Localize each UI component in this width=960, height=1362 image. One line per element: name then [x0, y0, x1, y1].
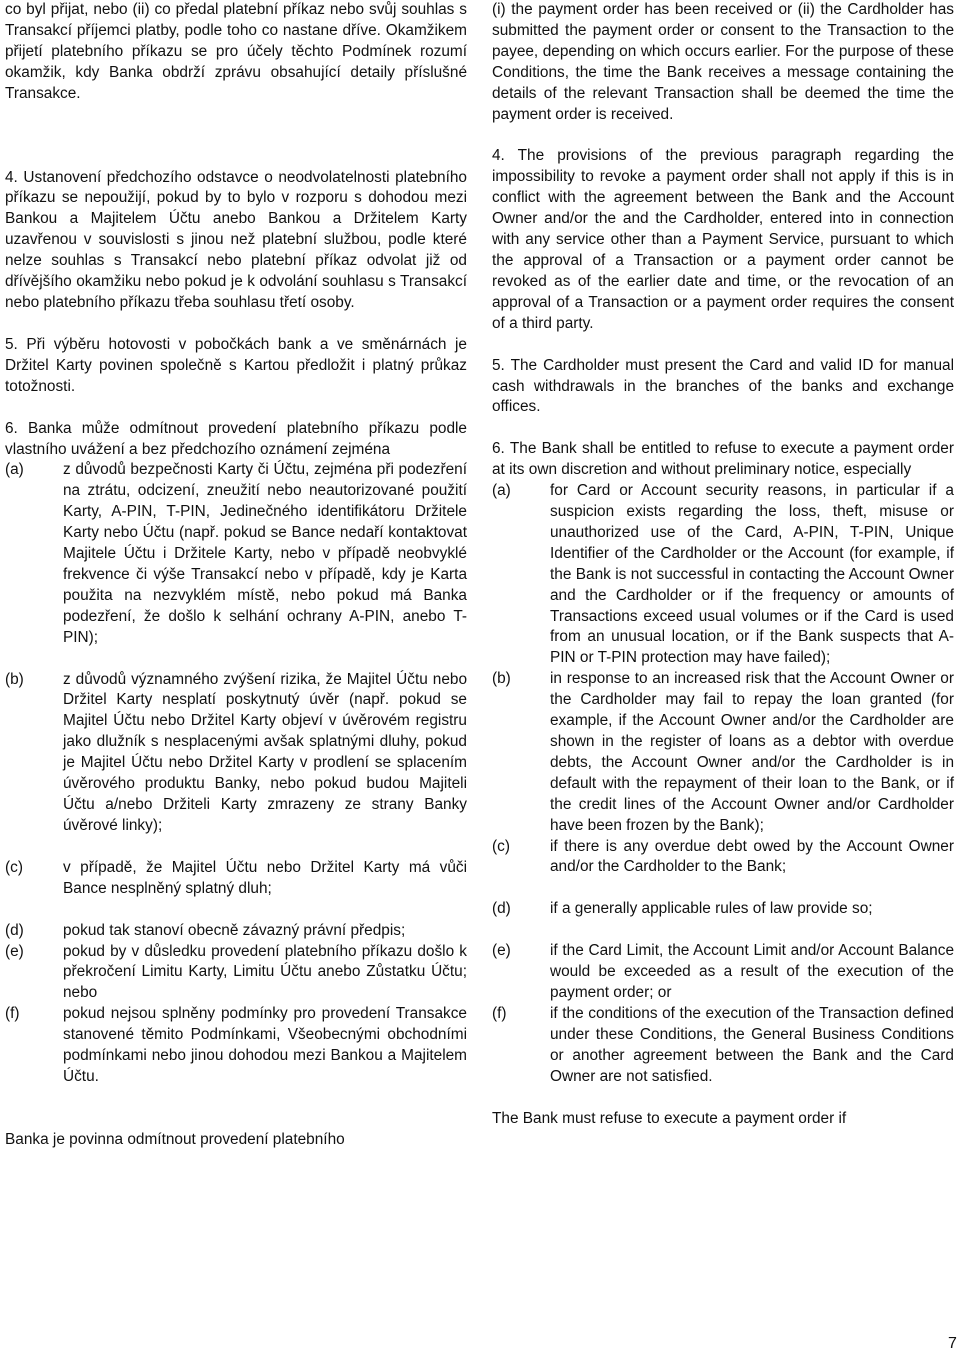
- cz-item-text: pokud tak stanoví obecně závazný právní předpis;: [63, 921, 406, 939]
- en-list-item-f: [492, 1004, 954, 1088]
- english-column: [492, 0, 954, 1130]
- en-item-text: if the Card Limit, the Account Limit and/or Account Balance would be exceeded as a result of the execution of the payment order; or: [550, 942, 954, 1002]
- en-list-item-b: [492, 669, 954, 836]
- cz-paragraph-6: 6. Banka může odmítnout provedení platebního příkazu podle vlastního uvážení a bez předchozího oznámení zejména: [5, 419, 467, 458]
- en-last-paragraph: The Bank must refuse to execute a payment order if: [492, 1109, 847, 1127]
- cz-item-text: z důvodů bezpečnosti Karty či Účtu, zejména při podezření na ztrátu, odcizení, zneužití nebo neautorizované použití Karty, A-PIN, T-PIN, Jedinečného identifikátoru Držitele Karty nebo Účtu (např. pokud se Bance nedaří kontaktovat Majitele Účtu i Držitele Karty, nebo v případě neobvyklé frekvence či výše Transakcí nebo v případě, kdy je Karta použita na nezvyklém místě, nebo pokud má Banka podezření, že došlo k selhání ochrany A-PIN, anebo T-PIN);: [63, 461, 467, 646]
- cz-item-text: z důvodů významného zvýšení rizika, že Majitel Účtu nebo Držitel Karty nesplatí poskytnutý úvěr (např. pokud se Majitel Účtu nebo Držitel Karty objeví v úvěrovém registru jako dlužník s nesplacenými avšak splatnými dluhy, pokud je Majitel Účtu nebo Držitel Karty v prodlení se splacením úvěrového produktu Banky, nebo pokud budou Majiteli Účtu a/nebo Držiteli Karty zmrazeny ze strany Banky úvěrové linky);: [63, 670, 467, 834]
- cz-list-item-f: [5, 1004, 467, 1088]
- en-item-label: (a): [492, 482, 511, 500]
- en-item-label: (d): [492, 900, 511, 918]
- cz-intro-paragraph: co byl přijat, nebo (ii) co předal platební příkaz nebo svůj souhlas s Transakcí příjemci platby, podle toho co nastane dříve. Okamžikem přijetí platebního příkazu se pro účely těchto Podmínek rozumí okamžik, kdy Banka obdrží zprávu obsahující detaily příslušné Transakce.: [5, 1, 467, 102]
- en-list-item-d: [492, 899, 954, 920]
- cz-list-item-d: [5, 921, 467, 942]
- en-item-text: for Card or Account security reasons, in particular if a suspicion exists regarding the loss, theft, misuse or unauthorized use of the Card, A-PIN, T-PIN, Unique Identifier of the Cardholder or the Account (for example, if the Bank is not successful in contacting the Account Owner and the Cardholder or if the frequency or amounts of Transactions exceed usual volumes or if the Card is used from an unusual location, or if the Bank suspects that A-PIN or T-PIN protection may have failed);: [550, 482, 954, 667]
- cz-item-text: v případě, že Majitel Účtu nebo Držitel Karty má vůči Bance nesplněný splatný dluh;: [63, 858, 467, 897]
- cz-item-text: pokud nejsou splněny podmínky pro provedení Transakce stanovené těmito Podmínkami, Všeobecnými obchodními podmínkami nebo jinou dohodou mezi Bankou a Majitelem Účtu.: [63, 1005, 467, 1085]
- cz-paragraph-4: 4. Ustanovení předchozího odstavce o neodvolatelnosti platebního příkazu se nepoužijí, pokud by to bylo v rozporu s dohodou mezi Bankou a Majitelem Účtu anebo Bankou a Držitelem Karty uzavřenou v souvislosti s jinou než platební službou, podle které nelze souhlas s Transakcí nebo platební příkaz odvolat již od dřívějšího okamžiku nebo pokud je k odvolání souhlasu s Transakcí nebo platebního příkazu třeba souhlasu třetí osoby.: [5, 168, 467, 311]
- en-item-label: (b): [492, 670, 511, 688]
- cz-last-paragraph: Banka je povinna odmítnout provedení platebního: [5, 1130, 345, 1148]
- cz-item-label: (d): [5, 921, 24, 939]
- czech-column: [5, 0, 467, 1151]
- cz-item-label: (e): [5, 942, 24, 960]
- en-list-item-c: [492, 837, 954, 879]
- cz-item-label: (f): [5, 1005, 20, 1023]
- cz-paragraph-5: 5. Při výběru hotovosti v pobočkách bank a ve směnárnách je Držitel Karty povinen společně s Kartou předložit i platný průkaz totožnosti.: [5, 335, 467, 395]
- cz-list-item-a: [5, 460, 467, 648]
- en-list-item-e: [492, 941, 954, 1004]
- page-number: 7: [948, 1335, 957, 1352]
- en-intro-paragraph: (i) the payment order has been received or (ii) the Cardholder has submitted the payment order or consent to the Transaction to the payee, depending on which occurs earlier. For the purpose of these Conditions, the time the Bank receives a message containing the details of the relevant Transaction shall be deemed the time the payment order is received.: [492, 1, 954, 123]
- cz-list-item-b: [5, 670, 467, 837]
- en-item-text: if there is any overdue debt owed by the Account Owner and/or the Cardholder to the Bank;: [550, 837, 954, 876]
- cz-list-item-e: [5, 942, 467, 1005]
- cz-item-label: (c): [5, 858, 23, 876]
- en-paragraph-5: 5. The Cardholder must present the Card and valid ID for manual cash withdrawals in the branches of the banks and exchange offices.: [492, 356, 954, 416]
- cz-item-label: (b): [5, 670, 24, 688]
- en-item-label: (c): [492, 837, 510, 855]
- en-item-text: in response to an increased risk that the Account Owner or the Cardholder may fail to repay the loan granted (for example, if the Account Owner and/or the Cardholder are shown in the register of loans as a debtor with overdue debts, the Account Owner and/or the Cardholder is in default with the repayment of their loan to the Bank, or if the credit lines of the Account Owner and/or Cardholder have been frozen by the Bank);: [550, 670, 954, 834]
- cz-item-label: (a): [5, 461, 24, 479]
- en-paragraph-4: 4. The provisions of the previous paragraph regarding the impossibility to revoke a payment order shall not apply if this is in conflict with the agreement between the Bank and the Account Owner and/or the and the Cardholder, entered into in connection with any service other than a Payment Service, pursuant to which the approval of a Transaction or a payment order cannot be revoked as of the earlier date and time, or the revocation of an approval of a Transaction or a payment order requires the consent of a third party.: [492, 147, 954, 332]
- cz-list-item-c: [5, 858, 467, 900]
- cz-item-text: pokud by v důsledku provedení platebního příkazu došlo k překročení Limitu Karty, Limitu Účtu anebo Zůstatku Účtu; nebo: [63, 942, 467, 1002]
- en-item-text: if a generally applicable rules of law provide so;: [550, 900, 873, 918]
- en-paragraph-6: 6. The Bank shall be entitled to refuse to execute a payment order at its own discretion and without preliminary notice, especially: [492, 440, 954, 479]
- en-item-text: if the conditions of the execution of the Transaction defined under these Conditions, the General Business Conditions or another agreement between the Bank and the Card Owner are not satisfied.: [550, 1004, 954, 1085]
- en-item-label: (f): [492, 1004, 507, 1022]
- en-list-item-a: [492, 481, 954, 669]
- en-item-label: (e): [492, 942, 511, 960]
